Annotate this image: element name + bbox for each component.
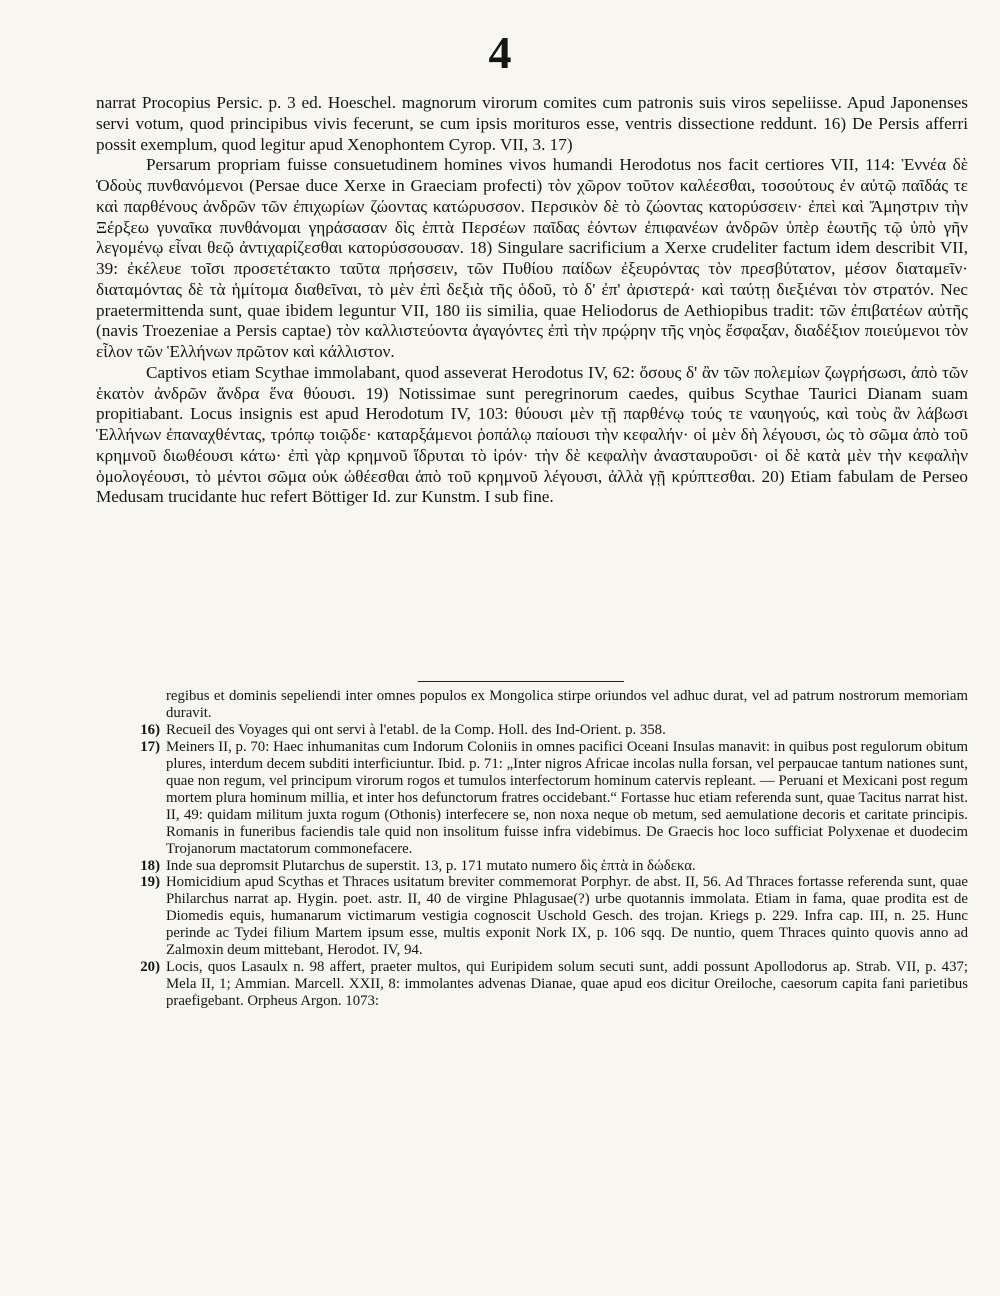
footnote-text: Locis, quos Lasaulx n. 98 affert, praeter multos, qui Euripidem solum secuti sunt, addi possunt Apollodorus ap. Strab. VII, p. 437; Mela II, 1; Ammian. Marcell. XXII, 8: immolantes advenas Dianae, quae apud eos dicitur Oreiloche, caesorum capita fani parietibus praefigebant. Orpheus Argon. 1073:: [166, 959, 968, 1010]
footnote-text: Meiners II, p. 70: Haec inhumanitas cum Indorum Coloniis in omnes pacifici Oceani Insulas manavit: in quibus post regulorum obitum plures, interdum decem subditi interficiuntur. Ibid. p. 71: „Inter nigros Africae incolas nulla forsan, vel perpaucae tantum nationes sunt, quae non regum, vel principum virorum rogos et tumulos interfectorum hominum catervis repleant. — Peruani et Mexicani post regum mortem plura hominum millia, et inter hos defunctorum fratres occidebant.“ Fortasse huc etiam referenda sunt, quae Tacitus narrat hist. II, 49: quidam militum juxta rogum (Othonis) interfecere se, non noxa neque ob metum, sed aemulatione decoris et caritate principis. Romanis in funeribus faciendis tale quid non insolitum fuisse infra videbimus. De Graecis hoc loco sufficiat Polyxenae et duodecim Trojanorum mactatorum commonefacere.: [166, 738, 968, 857]
footnote-text: Inde sua depromsit Plutarchus de superstit. 13, p. 171 mutato numero δὶς ἑπτὰ in δώδεκα.: [166, 857, 696, 874]
footnote: [106, 688, 968, 722]
footnote-number: 19): [140, 874, 160, 891]
main-paragraph: Persarum propriam fuisse consuetudinem homines vivos humandi Herodotus nos facit certiores VII, 114: Ἐννέα δὲ Ὁδοὺς πυνθανόμενοι (Persae duce Xerxe in Graeciam profecti) τὸν χῶρον τοῦτον καλέεσθαι, τοσούτους ἐν αὐτῷ παῖδάς τε καὶ παρθένους ἀνδρῶν τῶν ἐπιχωρίων ζώοντας κατώρυσσον. Περσικὸν δὲ τὸ ζώοντας κατορύσσειν· ἐπεὶ καὶ Ἄμηστριν τὴν Ξέρξεω γυναῖκα πυνθάνομαι γηράσασαν δὶς ἑπτὰ Περσέων παῖδας ἐόντων ἐπιφανέων ἀνδρῶν ὑπὲρ ἑωυτῆς τῷ ὑπὸ γῆν λεγομένῳ εἶναι θεῷ ἀντιχαρίζεσθαι κατορύσσουσαν. 18) Singulare sacrificium a Xerxe crudeliter factum idem describit VII, 39: ἐκέλευε τοῖσι προσετέτακτο ταῦτα πρήσσειν, τῶν Πυθίου παίδων ἐξευρόντας τὸν πρεσβύτατον, μέσον διαταμεῖν· διαταμόντας δὲ τὰ ἡμίτομα διαθεῖναι, τὸ μὲν ἐπὶ δεξιὰ τῆς ὁδοῦ, τὸ δ' ἐπ' ἀριστερά· καὶ ταύτῃ διεξιέναι τὸν στρατόν. Nec praetermittenda sunt, quae ibidem leguntur VII, 180 iis similia, quae Heliodorus de Aethiopibus tradit: τῶν ἐπιβατέων αὐτῆς (navis Troezeniae a Persis captae) τὸν καλλιστεύοντα ἀγαγόντες ἐπὶ τὴν πρῴρην τῆς νηὸς ἔσφαξαν, διαδέξιον ποιεύμενοι τὸν εἷλον τῶν Ἑλλήνων πρῶτον καὶ κάλλιστον.: [96, 155, 968, 361]
footnote: [106, 858, 968, 875]
footnote-number: 18): [140, 857, 160, 874]
footnote: [106, 739, 968, 858]
footnote-number: [106, 688, 166, 722]
main-paragraph: narrat Procopius Persic. p. 3 ed. Hoeschel. magnorum virorum comites cum patronis suis viros sepeliisse. Apud Japonenses servi votum, quod principibus vivis fecerunt, se cum ipsis morituros esse, ventris dissectione reddunt. 16) De Persis afferri possit exemplum, quod legitur apud Xenophontem Cyrop. VII, 3. 17): [96, 93, 968, 154]
footnote: [106, 722, 968, 739]
main-text: [96, 93, 968, 508]
footnote-text: Homicidium apud Scythas et Thraces usitatum breviter commemorat Porphyr. de abst. II, 56. Ad Thraces fortasse referenda sunt, quae Philarchus narrat ap. Hygin. poet. astr. II, 40 de virgine Phlagusae(?) urbe quotannis immolata. Etiam in fama, quae prodita est de Diomedis equis, humanarum victimarum vestigia cognoscit Uschold Gesch. des trojan. Kriegs p. 229. Infra cap. III, n. 25. Hunc perinde ac Tydei filium Martem ipsum esse, multis exponit Nork IX, p. 106 sqq. De nuntio, quem Thraces quinto quovis anno ad Zalmoxin deum mittebant, Herodot. IV, 94.: [166, 874, 968, 959]
footnote: [106, 874, 968, 959]
footnote: [106, 959, 968, 1010]
footnote-number: 17): [140, 738, 160, 755]
footnote-text: regibus et dominis sepeliendi inter omnes populos ex Mongolica stirpe oriundos vel adhuc durat, vel ad patrum nostrorum memoriam duravit.: [166, 688, 968, 721]
footnote-separator: [418, 681, 624, 682]
footnote-number: 16): [140, 721, 160, 738]
main-paragraph: Captivos etiam Scythae immolabant, quod asseverat Herodotus IV, 62: ὅσους δ' ἂν τῶν πολεμίων ζωγρήσωσι, ἀπὸ τῶν ἑκατὸν ἀνδρῶν ἄνδρα ἕνα θύουσι. 19) Notissimae sunt peregrinorum caedes, quibus Scythae Taurici Dianam suam propitiabant. Locus insignis est apud Herodotum IV, 103: θύουσι μὲν τῇ παρθένῳ τούς τε ναυηγούς, καὶ τοὺς ἂν λάβωσι Ἑλλήνων ἐπαναχθέντας, τρόπῳ τοιῷδε· καταρξάμενοι ῥοπάλῳ παίουσι τὴν κεφαλήν· οἱ μὲν δὴ λέγουσι, ὡς τὸ σῶμα ἀπὸ τοῦ κρημνοῦ διωθέουσι κάτω· ἐπὶ γὰρ κρημνοῦ ἵδρυται τὸ ἱρόν· τὴν δὲ κεφαλὴν ἀνασταυροῦσι· οἱ δὲ κατὰ μὲν τὴν κεφαλὴν ὁμολογέουσι, τὸ μέντοι σῶμα οὐκ ὠθέεσθαι ἀπὸ τοῦ κρημνοῦ λέγουσι, ἀλλὰ γῇ κρύπτεσθαι. 20) Etiam fabulam de Perseo Medusam trucidante huc refert Böttiger Id. zur Kunstm. I sub fine.: [96, 362, 968, 507]
footnote-text: Recueil des Voyages qui ont servi à l'etabl. de la Comp. Holl. des Ind-Orient. p. 358.: [166, 721, 666, 738]
footnote-number: 20): [140, 959, 160, 976]
page-number: 4: [488, 27, 512, 78]
footnotes: [106, 688, 968, 1010]
